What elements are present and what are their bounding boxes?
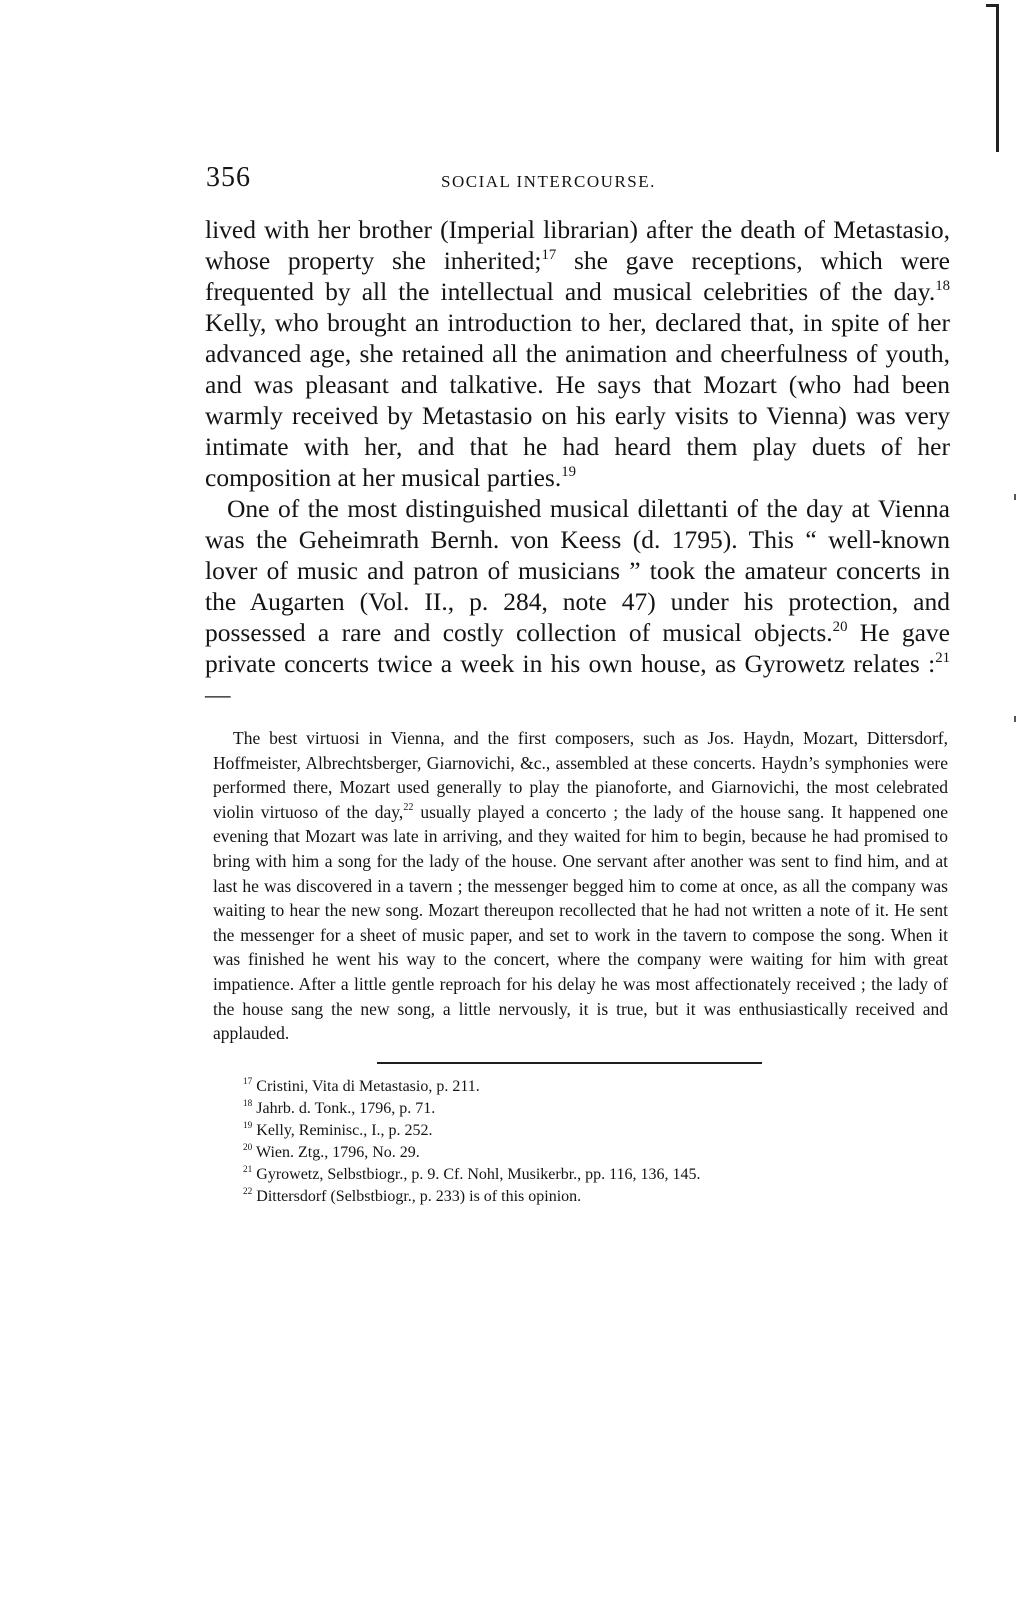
paragraph — [205, 493, 950, 710]
book-page — [205, 160, 950, 1208]
text-run: she gave receptions, which were frequented by all the intellectual and musical celebrities of the day. — [205, 246, 950, 306]
footnote-ref: 19 — [561, 463, 576, 480]
page-edge-line — [996, 4, 999, 152]
text-run: He gave private concerts twice a week in his own house, as Gyrowetz relates : — [205, 618, 951, 678]
footnote-text: Gyrowetz, Selbstbiogr., p. 9. Cf. Nohl, Musikerbr., pp. 116, 136, 145. — [256, 1165, 701, 1183]
footnotes — [243, 1076, 950, 1208]
text-run: — — [205, 680, 231, 709]
footnote-ref: 17 — [541, 246, 557, 263]
text-run: Kelly, who brought an introduction to her, declared that, in spite of her advanced age, she retained all the animation and cheerfulness of youth, and was pleasant and talkative. He says that Mozart (who had been warmly received by Metastasio on his early visits to Vienna) was very intimate with her, and that he had heard them play duets of her composition at her musical parties. — [205, 308, 950, 492]
footnote-number: 18 — [243, 1098, 253, 1109]
footnote — [243, 1164, 950, 1186]
footnote — [243, 1120, 950, 1142]
footnote-ref: 21 — [935, 649, 950, 666]
footnote-number: 20 — [243, 1142, 253, 1153]
page-header — [205, 160, 950, 200]
running-head: SOCIAL INTERCOURSE. — [441, 172, 656, 191]
footnote — [243, 1098, 950, 1120]
text-run: lived with her brother (Imperial librarian) after the death of Metastasio, whose property she inherited; — [205, 215, 950, 275]
footnote-number: 21 — [243, 1164, 253, 1175]
margin-speck — [1014, 494, 1016, 500]
footnote — [243, 1142, 950, 1164]
margin-speck — [1014, 716, 1016, 722]
footnote-rule — [377, 1062, 762, 1064]
footnote-ref: 20 — [832, 618, 848, 635]
footnote-number: 22 — [243, 1186, 253, 1197]
page-number: 356 — [206, 162, 251, 193]
quote-text: The best virtuosi in Vienna, and the first composers, such as Jos. Haydn, Mozart, Dittersdorf, Hoffmeister, Albrechtsberger, Giarnovichi, &c., assembled at these concerts. Haydn’s symphonies were performed there, Mozart used generally to play the pianoforte, and Giarnovichi, the most celebrated violin virtuoso of the day, — [213, 728, 948, 822]
footnote-ref: 18 — [935, 277, 950, 294]
footnote-number: 19 — [243, 1120, 253, 1131]
footnote-text: Jahrb. d. Tonk., 1796, p. 71. — [256, 1099, 436, 1117]
footnote-text: Dittersdorf (Selbstbiogr., p. 233) is of this opinion. — [256, 1187, 582, 1205]
footnote-text: Cristini, Vita di Metastasio, p. 211. — [256, 1077, 480, 1095]
main-text — [205, 214, 950, 710]
footnote — [243, 1186, 950, 1208]
paragraph-continued — [205, 214, 950, 493]
footnote-text: Kelly, Reminisc., I., p. 252. — [256, 1121, 433, 1139]
footnote-number: 17 — [243, 1076, 253, 1087]
footnote-ref: 22 — [403, 802, 414, 814]
quote-text: usually played a concerto ; the lady of the house sang. It happened one evening that Mozart was late in arriving, and they waited for him to begin, because he had promised to bring with him a song for the lady of the house. One servant after another was sent to find him, and at last he was discovered in a tavern ; the messenger begged him to come at once, as all the company was waiting to hear the new song. Mozart thereupon recollected that he had not written a note of it. He sent the messenger for a sheet of music paper, and set to work in the tavern to compose the song. When it was finished he went his way to the concert, where the company were waiting for him with great impatience. After a little gentle reproach for his delay he was most affectionately received ; the lady of the house sang the new song, a little nervously, it is true, but it was enthusiastically received and applauded. — [213, 801, 948, 1044]
footnote — [243, 1076, 950, 1098]
text-run: One of the most distinguished musical dilettanti of the day at Vienna was the Geheimrath Bernh. von Keess (d. 1795). This “ well-known lover of music and patron of musicians ” took the amateur concerts in the Augarten (Vol. II., p. 284, note 47) under his protection, and possessed a rare and costly collection of musical objects. — [205, 494, 950, 647]
block-quote — [213, 726, 948, 1046]
footnote-text: Wien. Ztg., 1796, No. 29. — [255, 1143, 420, 1161]
